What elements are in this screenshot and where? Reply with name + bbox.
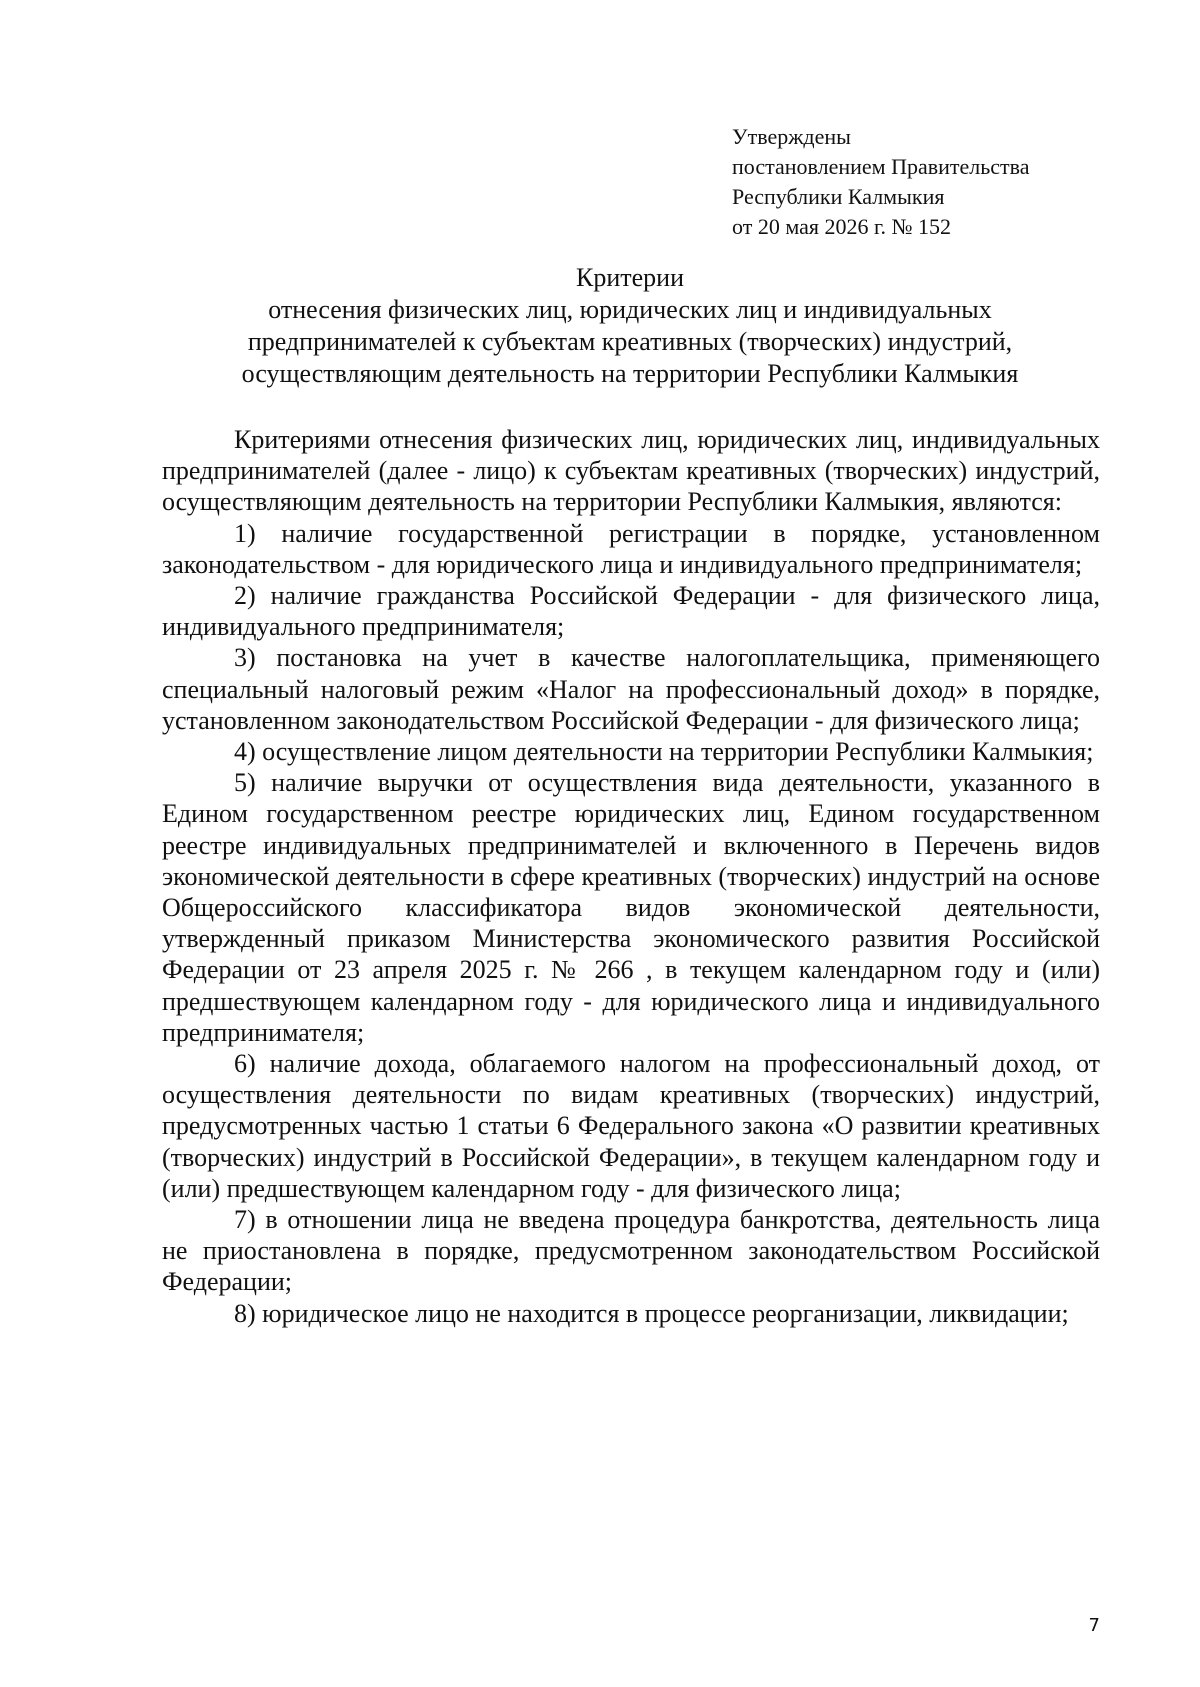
criteria-item: 5) наличие выручки от осуществления вида деятельности, указанного в Едином государственном реестре юридических лиц, Едином государственном реестре индивидуальных предпринимателей и включенного в Перечень видов экономической деятельности в сфере креативных (творческих) индустрий на основе Общероссийского классификатора видов экономической деятельности, утвержденный приказом Министерства экономического развития Российской Федерации от 23 апреля 2025 г. № 266 , в текущем календарном году и (или) предшествующем календарном году - для юридического лица и индивидуального предпринимателя; <box>162 768 1100 1047</box>
approval-line: Утверждены <box>732 124 851 149</box>
title-sub-line: отнесения физических лиц, юридических лиц и индивидуальных <box>268 295 992 324</box>
criteria-item: 1) наличие государственной регистрации в порядке, установленном законодательством - для юридического лица и индивидуального предпринимателя; <box>162 518 1100 579</box>
title-subtitle <box>160 294 1100 390</box>
criteria-item: 3) постановка на учет в качестве налогоплательщика, применяющего специальный налоговый режим «Налог на профессиональный доход» в порядке, установленном законодательством Российской Федерации - для физического лица; <box>162 643 1100 735</box>
criteria-item: 8) юридическое лицо не находится в процессе реорганизации, ликвидации; <box>234 1298 1069 1328</box>
approval-stamp-block <box>732 122 1030 242</box>
approval-line: Республики Калмыкия <box>732 184 945 209</box>
title-sub-line: осуществляющим деятельность на территории Республики Калмыкия <box>241 359 1019 388</box>
criteria-item: 6) наличие дохода, облагаемого налогом на профессиональный доход, от осуществления деятельности по видам креативных (творческих) индустрий, предусмотренных частью 1 статьи 6 Федерального закона «О развитии креативных (творческих) индустрий в Российской Федерации», в текущем календарном году и (или) предшествующем календарном году - для физического лица; <box>162 1049 1100 1203</box>
page-number: 7 <box>1088 1615 1100 1636</box>
approval-line: от 20 мая 2026 г. № 152 <box>732 214 952 239</box>
criteria-item: 2) наличие гражданства Российской Федерации - для физического лица, индивидуального предпринимателя; <box>162 581 1100 642</box>
approval-line: постановлением Правительства <box>732 154 1030 179</box>
document-title <box>160 262 1100 390</box>
title-main: Критерии <box>576 263 684 292</box>
document-body <box>162 424 1100 1329</box>
criteria-item: 7) в отношении лица не введена процедура банкротства, деятельность лица не приостановлена в порядке, предусмотренном законодательством Российской Федерации; <box>162 1205 1100 1297</box>
criteria-item: 4) осуществление лицом деятельности на территории Республики Калмыкия; <box>234 737 1094 767</box>
intro-paragraph: Критериями отнесения физических лиц, юридических лиц, индивидуальных предпринимателей (далее - лицо) к субъектам креативных (творческих) индустрий, осуществляющим деятельность на территории Республики Калмыкия, являются: <box>162 425 1100 517</box>
title-sub-line: предпринимателей к субъектам креативных (творческих) индустрий, <box>247 327 1013 356</box>
